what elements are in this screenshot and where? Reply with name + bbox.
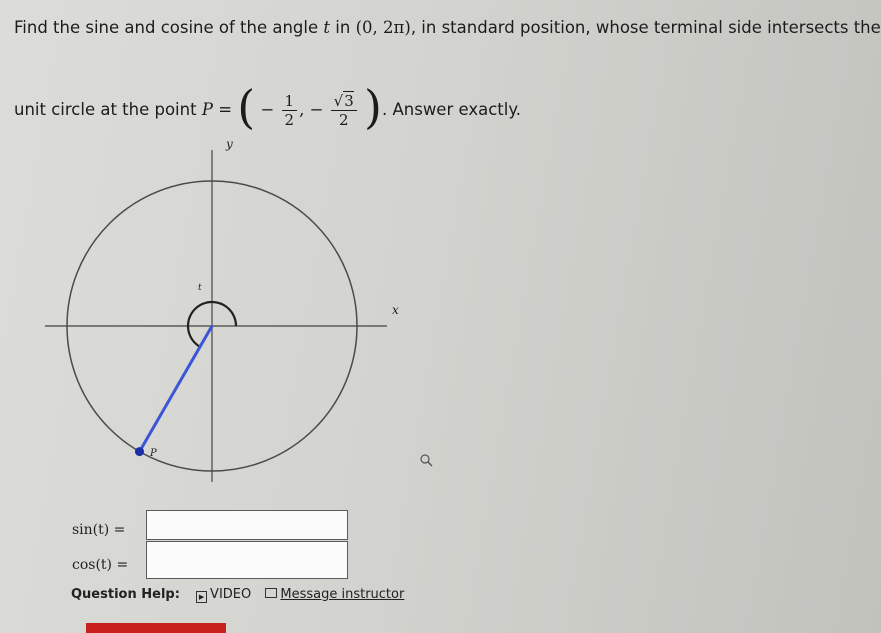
submit-bar[interactable] [86,623,226,633]
problem-text-start: Find the sine and cosine of the angle [14,18,319,37]
angle-label: t [198,283,202,293]
cos-answer-input[interactable] [146,541,348,579]
interval: (0, 2π) [355,18,411,37]
video-label: VIDEO [210,587,252,602]
point-p-label: P [150,448,157,459]
question-help [71,587,404,603]
sin-answer-input[interactable] [146,510,348,540]
sin-label: sin(t) = [72,522,126,538]
problem-answer-exactly: . Answer exactly. [381,100,522,119]
problem-line-2 [14,72,522,134]
problem-in-word: in [335,18,351,37]
fraction-1-numerator: 1 [282,92,298,111]
unit-circle-graph [0,130,460,500]
video-icon: ▶ [196,591,207,603]
right-paren: ) [364,80,382,134]
sqrt-radicand: 3 [344,92,354,110]
point-name: P [201,100,213,119]
fraction-1-denominator: 2 [284,111,295,129]
fraction-one-half [282,92,298,129]
terminal-side [140,326,213,452]
problem-point-text: unit circle at the point [14,100,197,119]
envelope-icon [265,588,277,598]
y-axis-label: y [226,137,233,151]
video-link[interactable] [196,587,251,602]
zoom-icon[interactable] [421,455,432,466]
comma: , [299,100,305,119]
problem-line-1 [14,18,881,38]
fraction-2-numerator: √3 [331,92,357,111]
fraction-2-denominator: 2 [338,111,349,129]
fraction-root3-half [331,92,357,129]
x-axis-label: x [392,303,399,317]
point-p-marker [135,447,144,456]
minus-sign-1: − [260,100,275,119]
angle-variable: t [323,18,331,37]
cos-label: cos(t) = [72,557,129,573]
left-paren: ( [237,80,256,134]
question-help-label: Question Help: [71,587,180,602]
message-instructor-label: Message instructor [280,587,405,602]
message-instructor-link[interactable] [265,587,404,602]
minus-sign-2: − [309,100,324,119]
equals-sign: = [218,100,233,119]
problem-text-rest: , in standard position, whose terminal side intersects the [410,18,881,37]
